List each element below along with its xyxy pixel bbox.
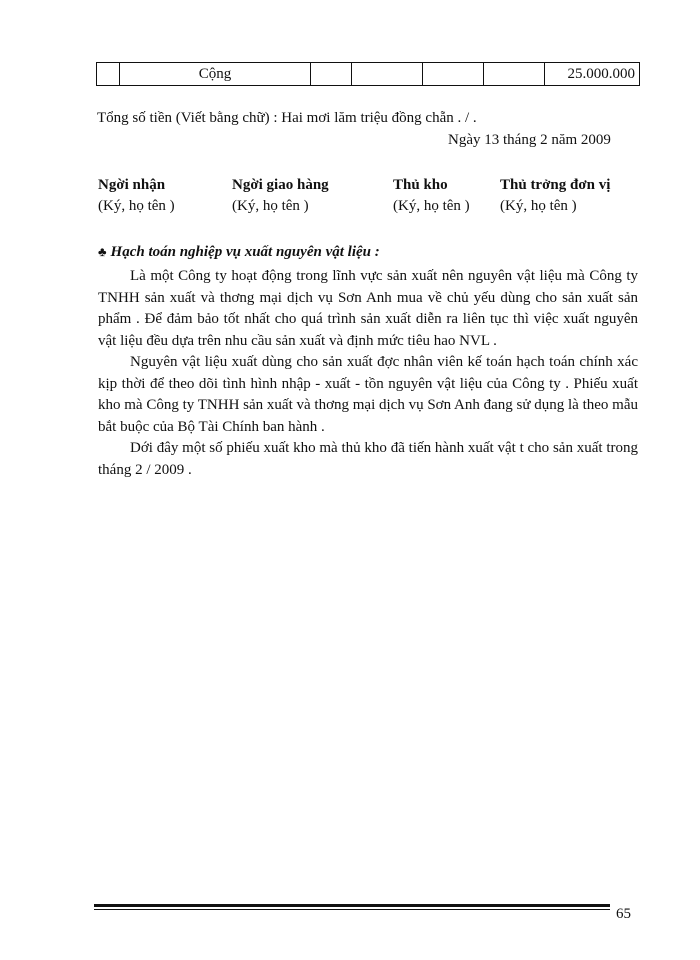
signature-role: Ngời giao hàng [232,177,329,193]
document-date: Ngày 13 tháng 2 năm 2009 [448,132,611,148]
paragraph: Nguyên vật liệu xuất dùng cho sản xuất đợc nhân viên kế toán hạch toán chính xác kịp thời để theo dõi tình hình nhập - xuất - tồn nguyên vật liệu của Công ty . Phiếu xuất kho mà Công ty TNHH sản xuất và thơng mại dịch vụ Sơn Anh đang sử dụng là theo mẫu bắt buộc của Bộ Tài Chính ban hành . [98,354,638,435]
signature-role: Thủ kho [393,177,448,193]
table-row [97,63,640,86]
signature-note: (Ký, họ tên ) [393,198,470,214]
footer-divider [94,904,610,910]
signature-head-of-unit [500,177,610,215]
page-number: 65 [616,906,631,922]
footer-divider-thin [94,909,610,910]
table-cell-empty [484,63,545,86]
signature-note: (Ký, họ tên ) [500,198,577,214]
footer-divider-thick [94,904,610,907]
signature-deliverer [232,177,329,215]
amount-in-words: Tổng số tiền (Viết bằng chữ) : Hai mơi lăm triệu đồng chẵn . / . [97,110,477,126]
table-cell-empty [97,63,120,86]
total-amount-cell: 25.000.000 [545,63,640,86]
table-cell-empty [423,63,484,86]
total-row-table [96,62,640,86]
club-icon: ♣ [98,244,107,259]
signature-storekeeper [393,177,470,215]
section-heading-text: Hạch toán nghiệp vụ xuất nguyên vật liệu : [110,244,380,260]
paragraph: Dới đây một số phiếu xuất kho mà thủ kho đã tiến hành xuất vật t cho sản xuất trong tháng 2 / 2009 . [98,440,638,478]
table-cell-empty [352,63,423,86]
signature-role: Thủ trởng đơn vị [500,177,611,193]
paragraph: Là một Công ty hoạt động trong lĩnh vực sản xuất nên nguyên vật liệu mà Công ty TNHH sản xuất và thơng mại dịch vụ Sơn Anh mua về chủ yếu dùng cho sản xuất sản phẩm . Để đảm bảo tốt nhất cho quá trình sản xuất diễn ra liên tục thì việc xuất nguyên vật liệu đều dựa trên nhu cầu sản xuất và định mức tiêu hao NVL . [98,268,638,349]
total-label-cell: Cộng [120,63,311,86]
signature-note: (Ký, họ tên ) [98,198,175,214]
signature-receiver [98,177,175,215]
signature-note: (Ký, họ tên ) [232,198,309,214]
table-cell-empty [311,63,352,86]
section-heading [98,244,380,261]
signature-role: Ngời nhận [98,177,166,193]
body-text [98,266,638,481]
